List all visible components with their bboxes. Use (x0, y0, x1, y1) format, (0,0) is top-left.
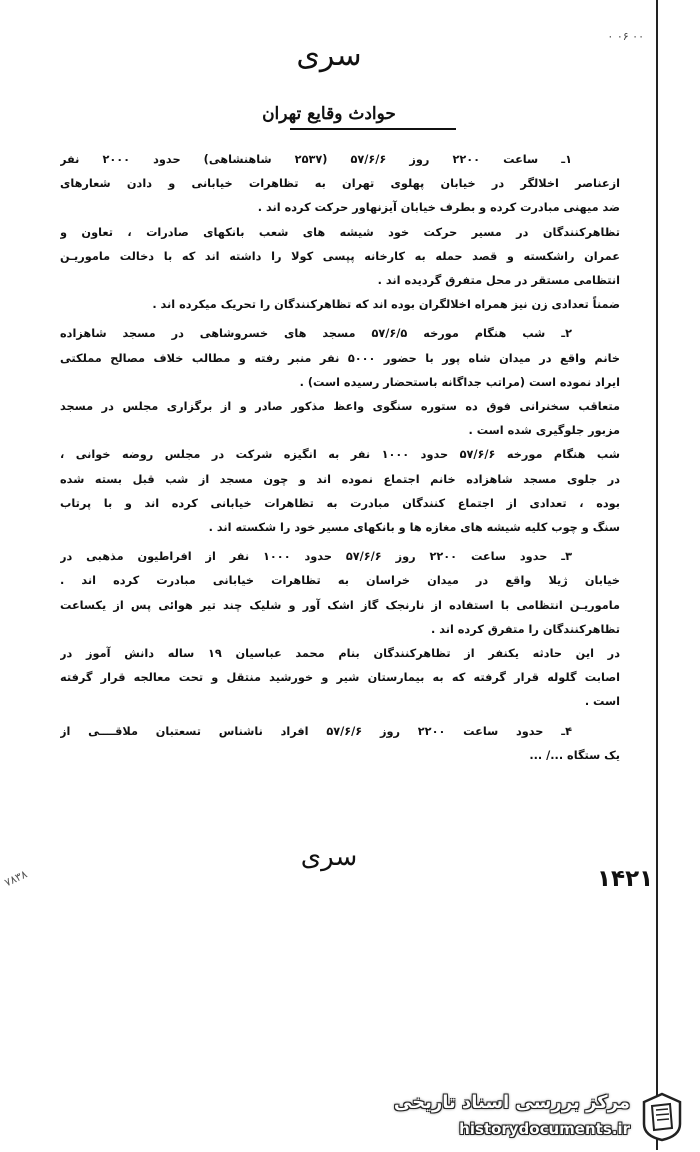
watermark-url: historydocuments.ir (459, 1120, 630, 1138)
body-line: تظاهرکنندگان را متفرق کرده اند . (430, 622, 620, 636)
body-line: ازعناصر اخلالگر در خیابان پهلوی تهران به تظاهرات خیابانی و دادن شعارهای (60, 177, 620, 191)
corner-mark: ۰۰ ۰۶ ۰ (607, 30, 644, 43)
body-line: متعاقب سخنرانی فوق ده ستوره سنگوی واعظ مذکور صادر و از برگزاری مجلس در مسجد (60, 400, 620, 414)
body-line: ۴ـ حدود ساعت ۲۲۰۰ روز ۵۷/۶/۶ افراد ناشناس تسعتبان ملاقــــی از (60, 724, 572, 738)
document-body (60, 148, 620, 768)
body-line: ۲ـ شب هنگام مورخه ۵۷/۶/۵ مسجد های خسروشاهی در مسجد شاهزاده (60, 327, 572, 341)
body-line: سنگ و چوب کلیه شیشه های مغازه ها و بانکهای مسیر خود را شکسته اند . (208, 521, 620, 535)
body-line: ضد میهنی مبادرت کرده و بطرف خیابان آیزنهاور حرکت کرده اند . (257, 201, 620, 215)
page-number: ۱۴۲۱ (597, 866, 654, 892)
body-line: ۱ـ ساعت ۲۲۰۰ روز ۵۷/۶/۶ (۲۵۳۷ شاهنشاهی) حدود ۲۰۰۰ نفر (60, 153, 572, 166)
body-line: ضمناً تعدادی زن نیز همراه اخلالگران بوده اند که تظاهرکنندگان را تحریک میکرده اند . (152, 298, 620, 312)
body-line: مزبور جلوگیری شده است . (468, 424, 620, 438)
body-line: شب هنگام مورخه ۵۷/۶/۶ حدود ۱۰۰۰ نفر به انگیزه شرکت در مجلس روضه خوانی ، (60, 448, 620, 462)
watermark-title: مرکز بررسی اسناد تاریخی (393, 1092, 630, 1113)
body-line: تظاهرکنندگان در مسیر حرکت خود شیشه های شعب بانکهای صادرات ، تعاون و (60, 225, 620, 239)
title-underline (290, 128, 456, 130)
body-line: خانم واقع در میدان شاه پور با حضور ۵۰۰۰ نفر منبر رفته و مطالب خلاف مصالح مملکتی (60, 351, 620, 365)
body-line: است . (584, 695, 620, 709)
classification-top: سری (296, 38, 362, 73)
document-title: حوادث وقایع تهران (262, 104, 396, 124)
classification-bottom: سری (300, 842, 358, 872)
body-line: در این حادثه یکنفر از تظاهرکنندگان بنام محمد عباسیان ۱۹ ساله دانش آموز در (60, 647, 620, 661)
body-line: انتظامی مستقر در محل متفرق گردیده اند . (377, 274, 620, 288)
archive-logo-icon (640, 1092, 684, 1142)
body-line: عمران راشکسته و قصد حمله به کارخانه پپسی کولا را داشته اند که با دخالت ماموریـن (60, 249, 620, 263)
margin-mark: ۷۸۳۸ (2, 867, 30, 890)
body-line: یک ستگاه .../ ... (529, 748, 620, 762)
body-line: اصابت گلوله قرار گرفته که به بیمارستان شیر و خورشید منتقل و تحت معالجه قرار گرفته (60, 671, 620, 685)
body-line: ۳ـ حدود ساعت ۲۲۰۰ روز ۵۷/۶/۶ حدود ۱۰۰۰ نفر از افراطیون مذهبی در (60, 550, 573, 564)
body-line: ایراد نموده است (مراتب جداگانه باستحضار رسیده است) . (299, 375, 620, 389)
body-line: خیابان ژیلا واقع در میدان خراسان به تظاهرات خیابانی مبادرت کرده اند . (60, 574, 620, 588)
body-line: ماموریـن انتظامی با استفاده از نارنجک گاز اشک آور و شلیک چند تیر هوائی پس از یکساعت (60, 598, 620, 612)
body-line: بوده ، تعدادی از اجتماع کنندگان مبادرت به تظاهرات خیابانی کرده اند و با پرتاب (60, 496, 620, 510)
body-line: در جلوی مسجد شاهزاده خانم اجتماع نموده اند و چون مسجد از شب قبل بسته شده (60, 472, 620, 486)
watermark (393, 1090, 688, 1146)
